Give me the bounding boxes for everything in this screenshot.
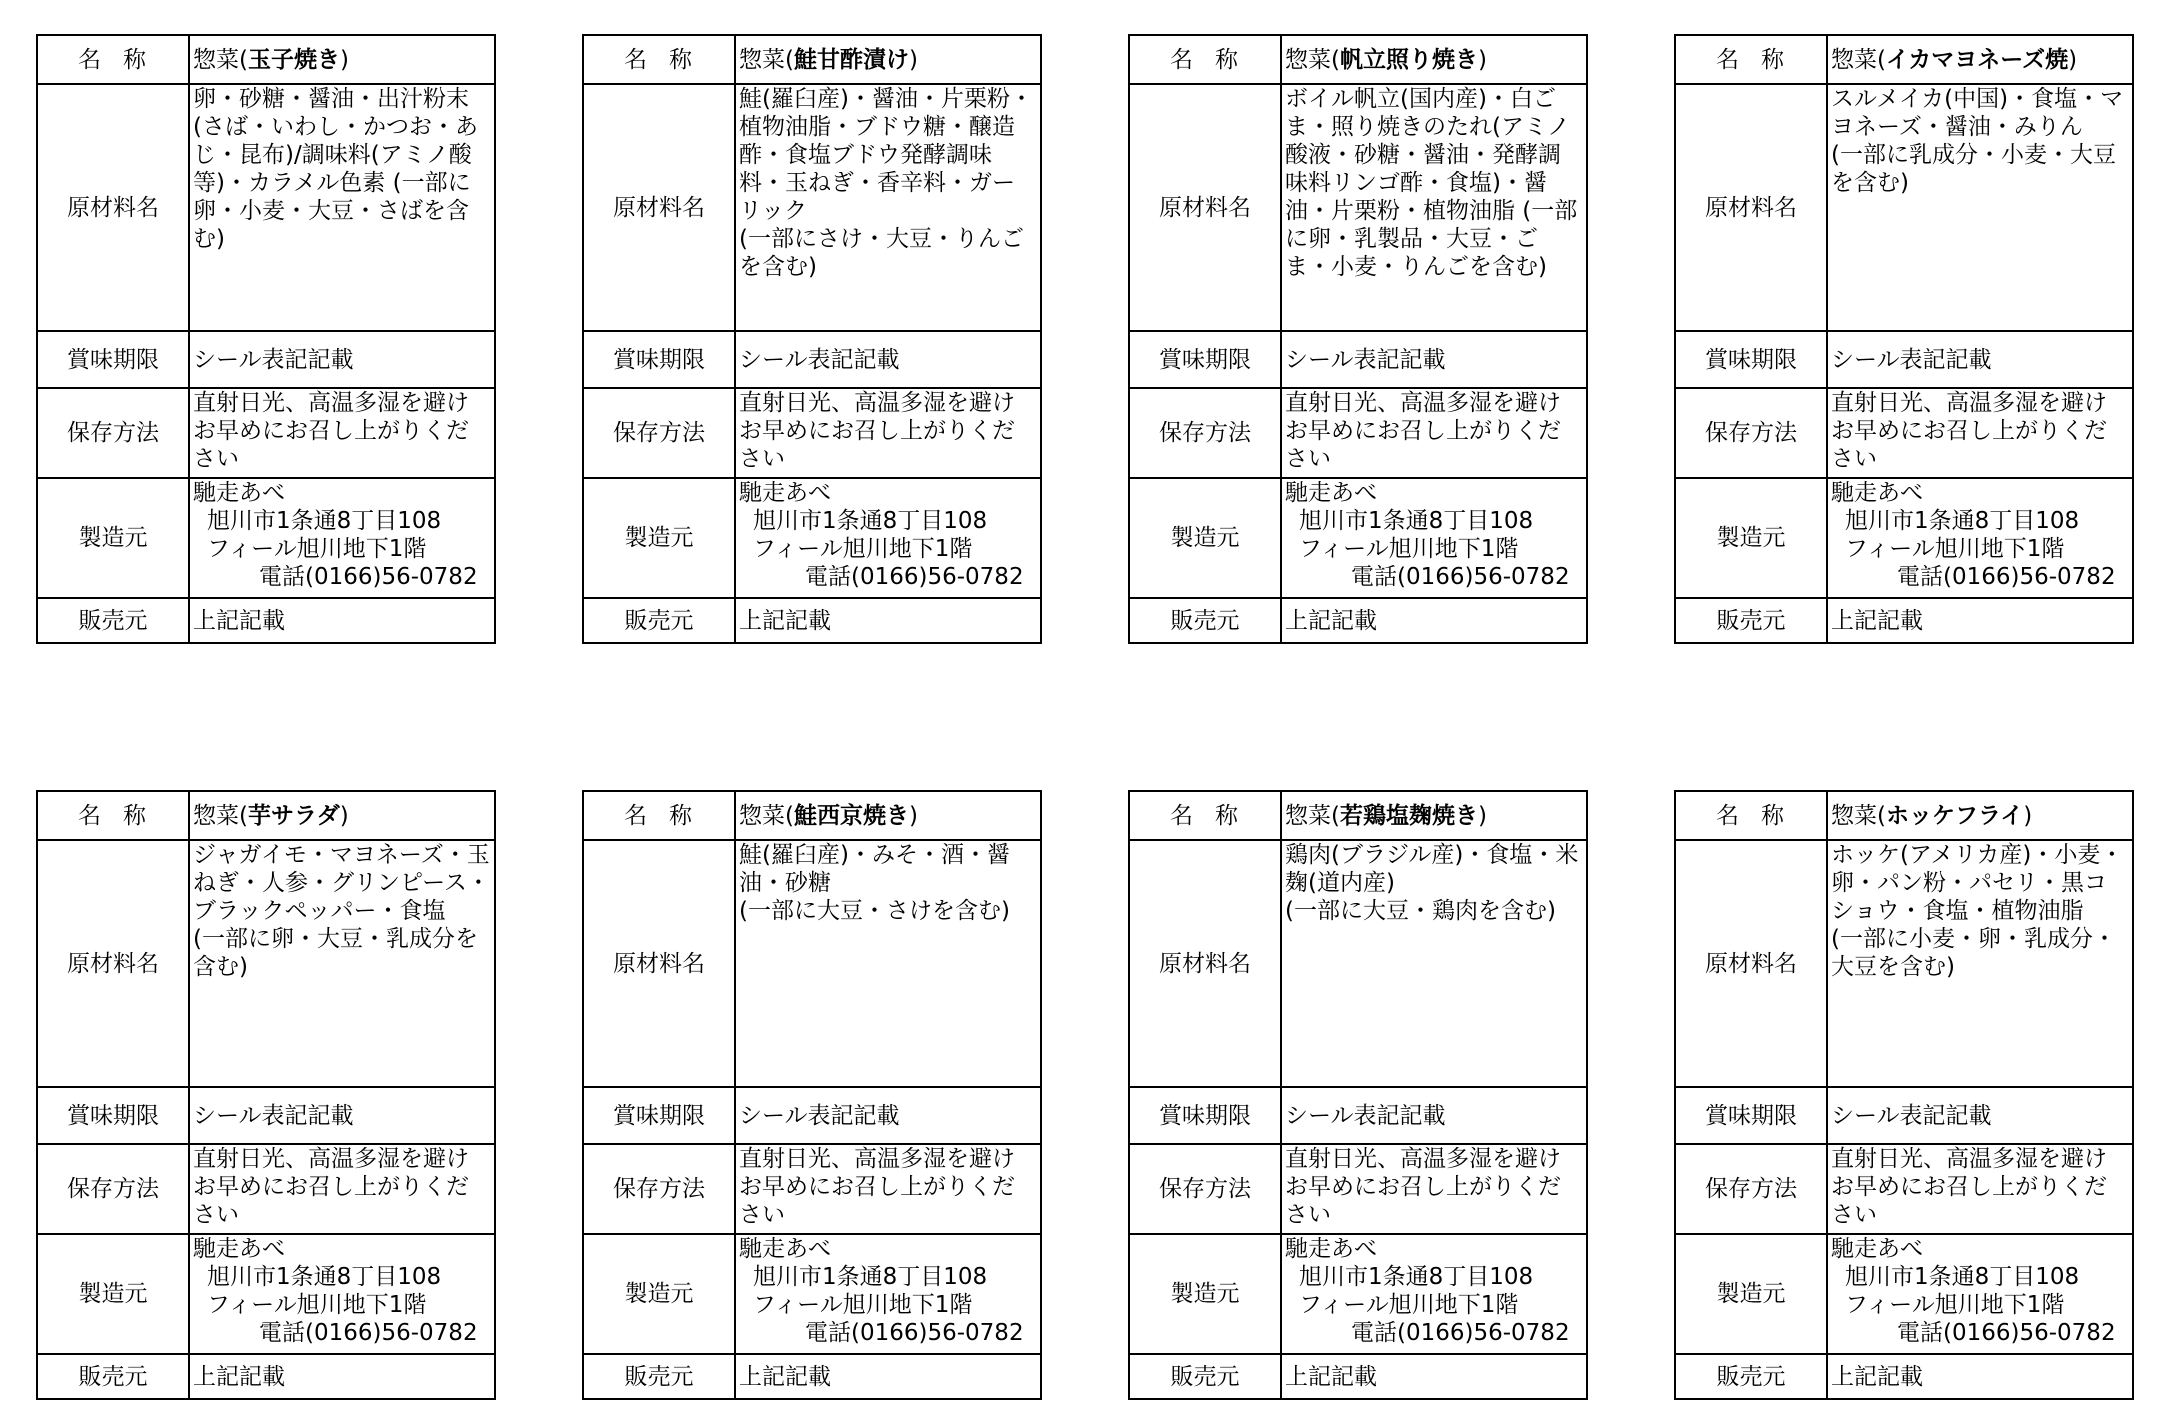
manufacturer-key: 製造元	[583, 1234, 735, 1354]
storage-key: 保存方法	[1675, 388, 1827, 478]
manufacturer-phone: 電話(0166)56-0782	[1897, 564, 2116, 590]
ingredients-text: 鮭(羅臼産)・醤油・片栗粉・植物油脂・ブドウ糖・醸造酢・食塩ブドウ発酵調味料・玉ねぎ・香辛料・ガーリック (一部にさけ・大豆・りんごを含む)	[739, 86, 1033, 280]
manufacturer-name: 馳走あべ	[739, 1236, 831, 1262]
ingredients-value	[1827, 84, 2133, 331]
manufacturer-name: 馳走あべ	[1831, 1236, 1923, 1262]
seller-key: 販売元	[1129, 1354, 1281, 1399]
product-title: 鮭甘酢漬け	[793, 46, 909, 73]
product-name	[1281, 791, 1587, 840]
product-name	[735, 791, 1041, 840]
ingredients-value	[189, 840, 495, 1087]
seller-key: 販売元	[1675, 598, 1827, 643]
name-key: 名称	[583, 35, 735, 84]
manufacturer-value	[735, 1234, 1041, 1354]
manufacturer-phone: 電話(0166)56-0782	[805, 1320, 1024, 1346]
storage-key: 保存方法	[1675, 1144, 1827, 1234]
name-key: 名称	[1675, 35, 1827, 84]
manufacturer-name: 馳走あべ	[193, 480, 285, 506]
manufacturer-value	[189, 478, 495, 598]
food-label-6	[582, 790, 1042, 1400]
name-key: 名称	[1129, 791, 1281, 840]
name-prefix: 惣菜(	[1831, 802, 1886, 829]
product-name	[189, 35, 495, 84]
food-label-3	[1128, 34, 1588, 644]
product-name	[735, 35, 1041, 84]
expiry-key: 賞味期限	[37, 1087, 189, 1144]
expiry-value: シール表記記載	[189, 1087, 495, 1144]
food-label-5	[36, 790, 496, 1400]
expiry-value: シール表記記載	[189, 331, 495, 388]
manufacturer-address: 旭川市1条通8丁目108	[1299, 1264, 1534, 1290]
storage-value: 直射日光、高温多湿を避けお早めにお召し上がりください	[1827, 1144, 2133, 1234]
expiry-key: 賞味期限	[1129, 1087, 1281, 1144]
storage-value: 直射日光、高温多湿を避けお早めにお召し上がりください	[189, 1144, 495, 1234]
product-title: 若鶏塩麹焼き	[1339, 802, 1478, 829]
food-label-2	[582, 34, 1042, 644]
product-title: 帆立照り焼き	[1339, 46, 1478, 73]
expiry-key: 賞味期限	[583, 1087, 735, 1144]
ingredients-value	[1827, 840, 2133, 1087]
seller-value: 上記記載	[189, 598, 495, 643]
name-suffix: )	[2068, 46, 2078, 73]
manufacturer-phone: 電話(0166)56-0782	[1351, 1320, 1570, 1346]
name-suffix: )	[339, 802, 349, 829]
name-suffix: )	[1477, 802, 1487, 829]
manufacturer-value	[735, 478, 1041, 598]
name-prefix: 惣菜(	[193, 802, 248, 829]
name-suffix: )	[908, 46, 918, 73]
ingredients-key: 原材料名	[583, 840, 735, 1087]
manufacturer-value	[1281, 1234, 1587, 1354]
manufacturer-value	[1281, 478, 1587, 598]
name-prefix: 惣菜(	[193, 46, 248, 73]
product-title: 芋サラダ	[247, 802, 340, 829]
storage-value: 直射日光、高温多湿を避けお早めにお召し上がりください	[1281, 1144, 1587, 1234]
storage-key: 保存方法	[37, 388, 189, 478]
expiry-value: シール表記記載	[1281, 1087, 1587, 1144]
product-title: 玉子焼き	[247, 46, 340, 73]
ingredients-text: ジャガイモ・マヨネーズ・玉ねぎ・人参・グリンピース・ブラックペッパー・食塩 (一部に卵・大豆・乳成分を含む)	[193, 842, 490, 980]
manufacturer-value	[189, 1234, 495, 1354]
manufacturer-phone: 電話(0166)56-0782	[1897, 1320, 2116, 1346]
seller-key: 販売元	[583, 1354, 735, 1399]
storage-key: 保存方法	[37, 1144, 189, 1234]
name-key: 名称	[1129, 35, 1281, 84]
product-title: 鮭西京焼き	[793, 802, 909, 829]
expiry-key: 賞味期限	[583, 331, 735, 388]
name-prefix: 惣菜(	[1285, 802, 1340, 829]
name-suffix: )	[339, 46, 349, 73]
product-title: ホッケフライ	[1885, 802, 2024, 829]
storage-key: 保存方法	[1129, 1144, 1281, 1234]
manufacturer-address: 旭川市1条通8丁目108	[753, 1264, 988, 1290]
ingredients-text: 鮭(羅臼産)・みそ・酒・醤油・砂糖 (一部に大豆・さけを含む)	[739, 842, 1010, 924]
manufacturer-name: 馳走あべ	[1285, 480, 1377, 506]
manufacturer-key: 製造元	[1675, 478, 1827, 598]
seller-key: 販売元	[37, 598, 189, 643]
expiry-value: シール表記記載	[1827, 1087, 2133, 1144]
manufacturer-key: 製造元	[1129, 1234, 1281, 1354]
product-name	[189, 791, 495, 840]
manufacturer-building: フィール旭川地下1階	[753, 1292, 973, 1318]
storage-key: 保存方法	[1129, 388, 1281, 478]
ingredients-value	[189, 84, 495, 331]
manufacturer-address: 旭川市1条通8丁目108	[207, 1264, 442, 1290]
manufacturer-name: 馳走あべ	[1831, 480, 1923, 506]
seller-key: 販売元	[1129, 598, 1281, 643]
storage-value: 直射日光、高温多湿を避けお早めにお召し上がりください	[735, 1144, 1041, 1234]
name-suffix: )	[1477, 46, 1487, 73]
storage-value: 直射日光、高温多湿を避けお早めにお召し上がりください	[1827, 388, 2133, 478]
manufacturer-building: フィール旭川地下1階	[753, 536, 973, 562]
name-suffix: )	[2023, 802, 2033, 829]
food-label-4	[1674, 34, 2134, 644]
manufacturer-value	[1827, 478, 2133, 598]
ingredients-text: 卵・砂糖・醤油・出汁粉末(さば・いわし・かつお・あじ・昆布)/調味料(アミノ酸等)・カラメル色素 (一部に卵・小麦・大豆・さばを含む)	[193, 86, 478, 252]
manufacturer-building: フィール旭川地下1階	[207, 536, 427, 562]
seller-value: 上記記載	[189, 1354, 495, 1399]
name-prefix: 惣菜(	[739, 46, 794, 73]
manufacturer-address: 旭川市1条通8丁目108	[1845, 1264, 2080, 1290]
name-prefix: 惣菜(	[739, 802, 794, 829]
manufacturer-address: 旭川市1条通8丁目108	[753, 508, 988, 534]
ingredients-key: 原材料名	[1675, 84, 1827, 331]
name-suffix: )	[908, 802, 918, 829]
expiry-value: シール表記記載	[735, 1087, 1041, 1144]
ingredients-key: 原材料名	[1129, 84, 1281, 331]
manufacturer-name: 馳走あべ	[193, 1236, 285, 1262]
manufacturer-building: フィール旭川地下1階	[1845, 536, 2065, 562]
seller-value: 上記記載	[735, 598, 1041, 643]
food-label-1	[36, 34, 496, 644]
name-key: 名称	[37, 791, 189, 840]
ingredients-text: スルメイカ(中国)・食塩・マヨネーズ・醤油・みりん (一部に乳成分・小麦・大豆を含む)	[1831, 86, 2124, 196]
name-prefix: 惣菜(	[1831, 46, 1886, 73]
food-label-7	[1128, 790, 1588, 1400]
manufacturer-address: 旭川市1条通8丁目108	[207, 508, 442, 534]
ingredients-value	[735, 840, 1041, 1087]
seller-value: 上記記載	[1281, 598, 1587, 643]
seller-value: 上記記載	[735, 1354, 1041, 1399]
storage-value: 直射日光、高温多湿を避けお早めにお召し上がりください	[1281, 388, 1587, 478]
seller-value: 上記記載	[1827, 1354, 2133, 1399]
manufacturer-building: フィール旭川地下1階	[207, 1292, 427, 1318]
manufacturer-name: 馳走あべ	[739, 480, 831, 506]
ingredients-value	[1281, 84, 1587, 331]
name-prefix: 惣菜(	[1285, 46, 1340, 73]
expiry-value: シール表記記載	[1827, 331, 2133, 388]
product-title: イカマヨネーズ焼	[1885, 46, 2069, 73]
product-name	[1827, 35, 2133, 84]
manufacturer-key: 製造元	[37, 478, 189, 598]
manufacturer-building: フィール旭川地下1階	[1299, 536, 1519, 562]
manufacturer-phone: 電話(0166)56-0782	[1351, 564, 1570, 590]
manufacturer-key: 製造元	[37, 1234, 189, 1354]
seller-key: 販売元	[583, 598, 735, 643]
seller-key: 販売元	[1675, 1354, 1827, 1399]
ingredients-key: 原材料名	[37, 84, 189, 331]
seller-value: 上記記載	[1281, 1354, 1587, 1399]
expiry-value: シール表記記載	[1281, 331, 1587, 388]
ingredients-value	[735, 84, 1041, 331]
manufacturer-address: 旭川市1条通8丁目108	[1845, 508, 2080, 534]
ingredients-key: 原材料名	[37, 840, 189, 1087]
ingredients-text: 鶏肉(ブラジル産)・食塩・米麹(道内産) (一部に大豆・鶏肉を含む)	[1285, 842, 1579, 924]
manufacturer-phone: 電話(0166)56-0782	[805, 564, 1024, 590]
name-key: 名称	[583, 791, 735, 840]
storage-value: 直射日光、高温多湿を避けお早めにお召し上がりください	[189, 388, 495, 478]
expiry-key: 賞味期限	[37, 331, 189, 388]
manufacturer-key: 製造元	[1675, 1234, 1827, 1354]
product-name	[1281, 35, 1587, 84]
manufacturer-key: 製造元	[1129, 478, 1281, 598]
ingredients-value	[1281, 840, 1587, 1087]
ingredients-key: 原材料名	[1675, 840, 1827, 1087]
storage-key: 保存方法	[583, 1144, 735, 1234]
manufacturer-phone: 電話(0166)56-0782	[259, 1320, 478, 1346]
expiry-key: 賞味期限	[1675, 331, 1827, 388]
storage-key: 保存方法	[583, 388, 735, 478]
manufacturer-building: フィール旭川地下1階	[1845, 1292, 2065, 1318]
ingredients-key: 原材料名	[1129, 840, 1281, 1087]
food-label-8	[1674, 790, 2134, 1400]
manufacturer-building: フィール旭川地下1階	[1299, 1292, 1519, 1318]
expiry-key: 賞味期限	[1675, 1087, 1827, 1144]
ingredients-text: ホッケ(アメリカ産)・小麦・卵・パン粉・パセリ・黒コショウ・食塩・植物油脂 (一部に小麦・卵・乳成分・大豆を含む)	[1831, 842, 2124, 980]
name-key: 名称	[37, 35, 189, 84]
seller-key: 販売元	[37, 1354, 189, 1399]
expiry-value: シール表記記載	[735, 331, 1041, 388]
manufacturer-name: 馳走あべ	[1285, 1236, 1377, 1262]
storage-value: 直射日光、高温多湿を避けお早めにお召し上がりください	[735, 388, 1041, 478]
manufacturer-key: 製造元	[583, 478, 735, 598]
product-name	[1827, 791, 2133, 840]
seller-value: 上記記載	[1827, 598, 2133, 643]
manufacturer-address: 旭川市1条通8丁目108	[1299, 508, 1534, 534]
ingredients-text: ボイル帆立(国内産)・白ごま・照り焼きのたれ(アミノ酸液・砂糖・醤油・発酵調味料リンゴ酢・食塩)・醤油・片栗粉・植物油脂 (一部に卵・乳製品・大豆・ごま・小麦・りんごを含む)	[1285, 86, 1578, 280]
name-key: 名称	[1675, 791, 1827, 840]
manufacturer-value	[1827, 1234, 2133, 1354]
expiry-key: 賞味期限	[1129, 331, 1281, 388]
ingredients-key: 原材料名	[583, 84, 735, 331]
manufacturer-phone: 電話(0166)56-0782	[259, 564, 478, 590]
